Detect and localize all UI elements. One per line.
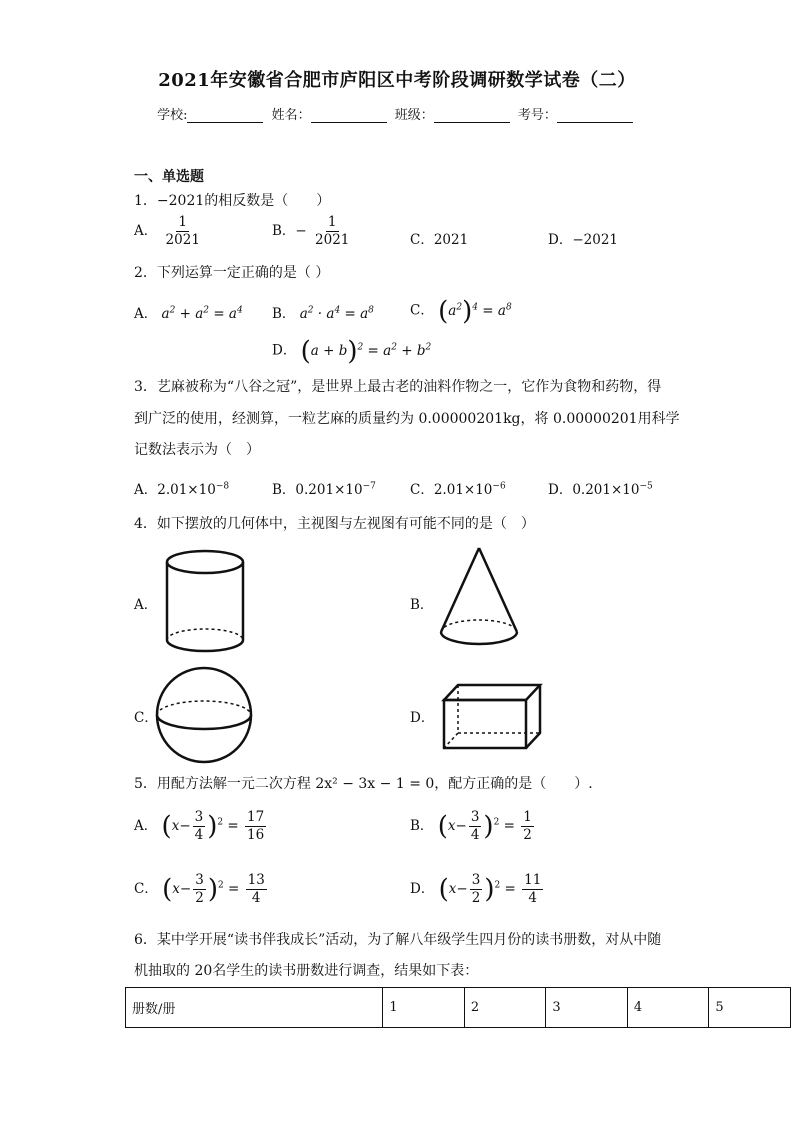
q3-line-2: 到广泛的使用，经测算，一粒艺麻的质量约为 0.00000201kg，将 0.00000201用科学 <box>134 411 680 427</box>
option-label: A． <box>134 482 158 498</box>
exponent: −8 <box>215 481 230 492</box>
school-label: 学校: <box>157 108 188 123</box>
variable: x <box>447 818 456 834</box>
q4-label-a: A． <box>134 597 158 613</box>
numerator: 3 <box>194 809 204 825</box>
right-paren: ) <box>207 874 218 905</box>
name-blank <box>311 110 387 123</box>
denominator: 2021 <box>165 232 200 248</box>
fraction <box>246 872 267 907</box>
q2-option-d <box>272 336 431 366</box>
table-cell: 1 <box>383 988 465 1028</box>
expression: $a^2 \cdot a^4 = a^8$ <box>299 305 374 322</box>
option-label: A． <box>134 818 158 834</box>
option-value: 2021 <box>433 232 469 248</box>
sphere-figure <box>152 664 256 766</box>
class-label: 班级： <box>394 108 434 123</box>
denominator: 2021 <box>315 232 350 248</box>
option-label: D． <box>272 342 297 359</box>
q2-option-a <box>134 302 243 322</box>
expression: $a^2 + a^2 = a^4$ <box>161 305 243 322</box>
q5-option-d: D． (x− $\frac{3}{2}$ )$^2$ = $\frac{11}{4}$ <box>410 872 542 906</box>
denominator: 2 <box>471 890 481 906</box>
fraction <box>469 809 482 844</box>
numerator: 3 <box>470 809 480 825</box>
exam-title: 2021年安徽省合肥市庐阳区中考阶段调研数学试卷（二） <box>158 70 636 91</box>
exponent: −5 <box>639 481 653 492</box>
option-value: −2021 <box>572 232 618 248</box>
section-heading: 一、单选题 <box>134 169 204 185</box>
denominator: 4 <box>470 827 480 843</box>
table-cell: 2 <box>464 988 546 1028</box>
option-label: D． <box>410 881 435 897</box>
q6-line-1: 6．某中学开展“读书伴我成长”活动，为了解八年级学生四月份的读书册数，对从中随 <box>134 932 662 948</box>
numerator: 1 <box>178 214 188 230</box>
table-cell: 册数/册 <box>126 988 383 1028</box>
numerator: 13 <box>247 872 265 888</box>
q4-stem: 4．如下摆放的几何体中，主视图与左视图有可能不同的是（ ） <box>134 516 535 532</box>
option-label: B． <box>410 818 434 834</box>
q5-option-b: B． (x− $\frac{3}{4}$ )$^2$ = $\frac{1}{2}$ <box>410 809 532 843</box>
exponent: −7 <box>362 481 376 492</box>
option-label: D． <box>548 232 573 248</box>
denominator: 2 <box>195 890 204 906</box>
minus-sign: − <box>295 223 307 239</box>
option-value: 0.201×10 <box>295 482 363 498</box>
fraction <box>521 809 534 844</box>
q3-line-3: 记数法表示为（ ） <box>134 442 260 458</box>
q4-label-d: D． <box>410 710 435 726</box>
denominator: 4 <box>528 890 537 906</box>
right-paren: ) <box>484 874 495 905</box>
fraction <box>193 809 206 844</box>
right-paren: ) <box>207 811 218 842</box>
q4-label-c: C． <box>134 710 158 726</box>
left-paren: ( <box>438 874 449 905</box>
table-cell: 4 <box>627 988 709 1028</box>
q6-line-2: 机抽取的 20名学生的读书册数进行调查，结果如下表： <box>134 963 479 979</box>
exponent: −6 <box>492 481 506 492</box>
option-label: C． <box>134 881 158 897</box>
q3-option-b <box>272 478 376 498</box>
student-info-line <box>0 104 794 123</box>
q3-line-1: 3．艺麻被称为“八谷之冠”，是世界上最古老的油料作物之一，它作为食物和药物，得 <box>134 379 662 395</box>
option-label: D． <box>548 482 573 498</box>
option-label: B． <box>272 223 296 239</box>
q3-option-a <box>134 478 229 498</box>
denominator: 16 <box>247 827 265 843</box>
expression: $(a^2)^4 = a^8$ <box>438 296 512 326</box>
cone-figure <box>436 544 522 654</box>
numerator: 1 <box>523 809 532 825</box>
q5-option-c: C． (x− $\frac{3}{2}$ )$^2$ = $\frac{13}{4}$ <box>134 872 265 906</box>
right-paren: ) <box>483 811 494 842</box>
school-blank <box>187 110 263 123</box>
fraction <box>193 872 206 907</box>
table-row <box>126 988 791 1028</box>
option-label: B． <box>272 306 296 322</box>
fraction <box>470 872 483 907</box>
q2-option-b <box>272 302 374 322</box>
left-paren: ( <box>161 811 172 842</box>
option-value: 0.201×10 <box>572 482 640 498</box>
option-label: B． <box>272 482 296 498</box>
name-label: 姓名： <box>271 108 311 123</box>
q1-option-b <box>272 214 353 249</box>
q2-option-c <box>410 296 512 326</box>
option-label: C． <box>410 302 434 319</box>
option-value: 2.01×10 <box>433 482 493 498</box>
numerator: 11 <box>524 872 542 888</box>
book-count-table <box>125 987 791 1028</box>
q1-option-d <box>548 228 618 248</box>
fraction <box>313 214 351 249</box>
fraction <box>164 214 202 249</box>
option-label: A． <box>134 223 158 239</box>
cylinder-figure <box>158 548 252 654</box>
fraction <box>245 809 266 844</box>
numerator: 17 <box>247 809 265 825</box>
table-cell: 3 <box>546 988 628 1028</box>
option-label: C． <box>410 482 434 498</box>
q3-option-d <box>548 478 653 498</box>
numerator: 1 <box>327 214 337 230</box>
expression: $(a + b)^2 = a^2 + b^2$ <box>300 336 432 366</box>
cuboid-figure <box>440 680 550 752</box>
variable: x <box>448 881 457 897</box>
q2-stem: 2．下列运算一定正确的是（ ） <box>134 265 330 281</box>
q5-stem: 5．用配方法解一元二次方程 2x² − 3x − 1 = 0，配方正确的是（ ）. <box>134 776 593 792</box>
number-blank <box>557 110 633 123</box>
q4-label-b: B． <box>410 597 434 613</box>
table-cell: 5 <box>709 988 791 1028</box>
q3-option-c <box>410 478 506 498</box>
left-paren: ( <box>437 811 448 842</box>
number-label: 考号： <box>517 108 557 123</box>
option-label: C． <box>410 232 434 248</box>
denominator: 4 <box>194 827 204 843</box>
option-value: 2.01×10 <box>157 482 216 498</box>
variable: x <box>171 818 180 834</box>
variable: x <box>172 881 180 897</box>
q5-option-a: A． (x− $\frac{3}{4}$ )$^2$ = $\frac{17}{16}$ <box>134 809 265 843</box>
class-blank <box>434 110 510 123</box>
numerator: 3 <box>471 872 481 888</box>
denominator: 2 <box>523 827 532 843</box>
numerator: 3 <box>195 872 204 888</box>
fraction <box>522 872 543 907</box>
option-label: A． <box>134 306 158 322</box>
left-paren: ( <box>162 874 173 905</box>
q1-stem: 1．−2021的相反数是（ ） <box>134 193 331 209</box>
q1-option-a <box>134 214 204 249</box>
q1-option-c <box>410 228 468 248</box>
denominator: 4 <box>251 890 261 906</box>
